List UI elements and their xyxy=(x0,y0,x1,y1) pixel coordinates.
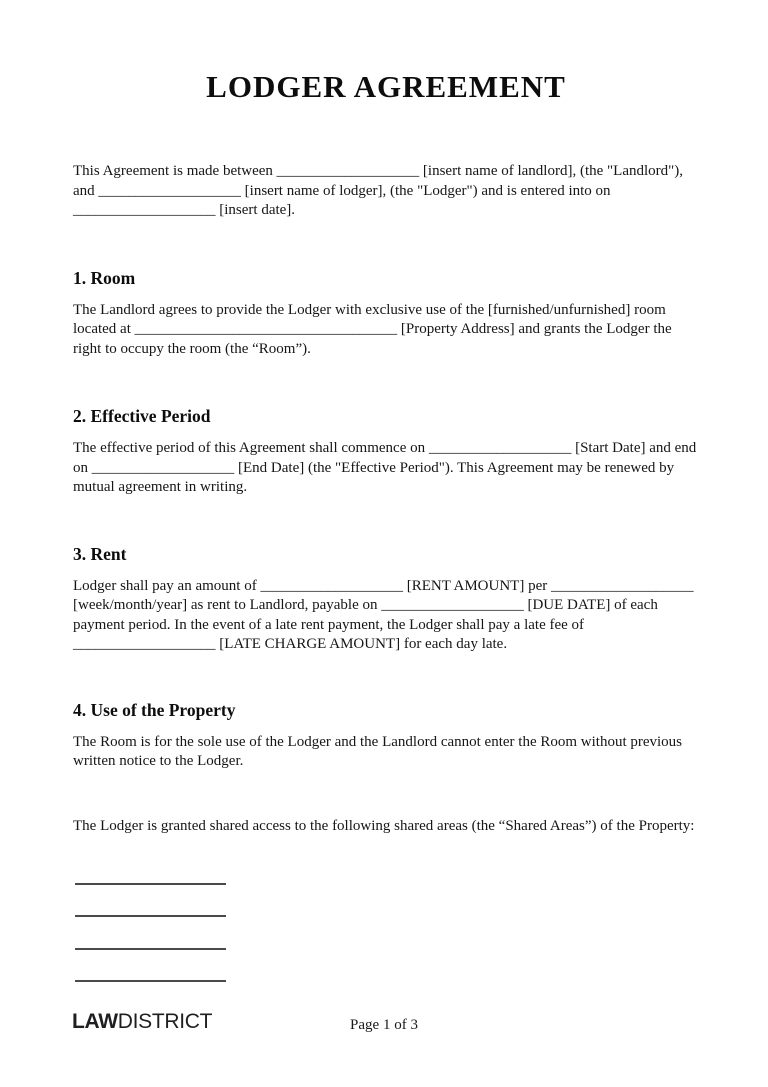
section-use-of-property-paragraph: The Room is for the sole use of the Lodger and the Landlord cannot enter the Room without previous written notice to the Lodger. xyxy=(73,733,683,769)
intro-paragraph: This Agreement is made between ___________________ [insert name of landlord], (the "Landlord"), and ___________________ [insert name of lodger], (the "Lodger") and is entered into on ___________________ [insert date]. xyxy=(73,163,684,218)
section-heading-room: 1. Room xyxy=(73,267,136,288)
section-heading-use-of-property: 4. Use of the Property xyxy=(73,699,236,720)
shared-areas-paragraph: The Lodger is granted shared access to the following shared areas (the “Shared Areas”) of the Property: xyxy=(73,817,695,834)
shared-area-blank-line xyxy=(75,917,226,950)
shared-area-blank-line xyxy=(75,950,226,983)
section-heading-effective-period: 2. Effective Period xyxy=(73,406,211,426)
section-effective-period-paragraph: The effective period of this Agreement shall commence on ___________________ [Start Date] and end on ___________________ [End Date] (the "Effective Period"). This Agreement may be renewed by mutual agreement in writing. xyxy=(73,440,697,495)
section-heading-rent: 3. Rent xyxy=(73,543,127,564)
section-rent-paragraph: Lodger shall pay an amount of ___________________ [RENT AMOUNT] per ___________________ [week/month/year] as rent to Landlord, payable on ___________________ [DUE DATE] of each payment period. In the event of a late rent payment, the Lodger shall pay a late fee of ___________________ [LATE CHARGE AMOUNT] for each day late. xyxy=(73,577,694,652)
document-title: LODGER AGREEMENT xyxy=(206,69,566,104)
logo-text-district: DISTRICT xyxy=(117,1010,213,1033)
logo-text-law: LAW xyxy=(72,1010,118,1033)
page-indicator: Page 1 of 3 xyxy=(350,1017,418,1033)
shared-area-blanks xyxy=(75,860,699,982)
shared-area-blank-line xyxy=(75,860,226,885)
shared-area-blank-line xyxy=(75,885,226,918)
document-content xyxy=(73,0,699,982)
section-room-paragraph: The Landlord agrees to provide the Lodger with exclusive use of the [furnished/unfurnished] room located at ___________________________________ [Property Address] and grants the Lodger the right to occupy the room (the “Room”). xyxy=(73,301,672,357)
